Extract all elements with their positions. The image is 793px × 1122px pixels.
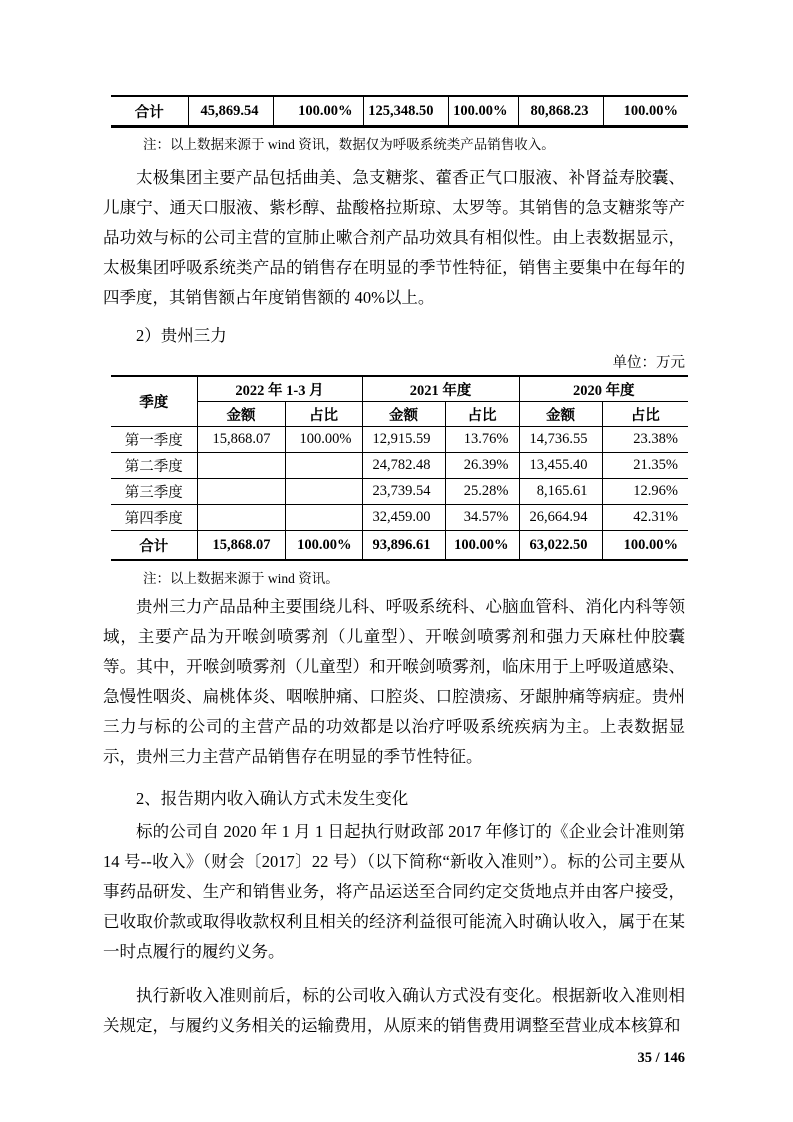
amount-cell: 13,455.40 xyxy=(519,453,602,479)
ratio-cell: 34.57% xyxy=(445,505,519,531)
amount-cell: 23,739.54 xyxy=(362,479,445,505)
sub-header-ratio: 占比 xyxy=(285,402,362,427)
subsection-heading-guizhou: 2）贵州三力 xyxy=(136,326,227,345)
table-header-sub xyxy=(111,402,688,427)
section-heading-revenue: 2、报告期内收入确认方式未发生变化 xyxy=(136,789,409,808)
ratio-cell: 100.00% xyxy=(285,427,362,453)
sub-header-ratio: 占比 xyxy=(602,402,688,427)
amount-cell xyxy=(197,505,285,531)
amount-cell: 15,868.07 xyxy=(197,531,285,561)
table-note: 注：以上数据来源于 wind 资讯。 xyxy=(143,571,339,586)
table-row xyxy=(111,427,688,453)
amount-cell xyxy=(197,453,285,479)
paragraph-taiji: 太极集团主要产品包括曲美、急支糖浆、藿香正气口服液、补肾益寿胶囊、儿康宁、通天口服液、紫杉醇、盐酸格拉斯琼、太罗等。其销售的急支糖浆等产品功效与标的公司主营的宣肺止嗽合剂产品功效具有相似性。由上表数据显示，太极集团呼吸系统类产品的销售存在明显的季节性特征，销售主要集中在每年的四季度，其销售额占年度销售额的 40%以上。 xyxy=(103,168,685,307)
amount-cell: 15,868.07 xyxy=(197,427,285,453)
ratio-cell xyxy=(285,479,362,505)
ratio-cell: 100.00% xyxy=(273,96,363,127)
sub-header-ratio: 占比 xyxy=(445,402,519,427)
paragraph-transport: 执行新收入准则前后，标的公司收入确认方式没有变化。根据新收入准则相关规定，与履约义务相关的运输费用，从原来的销售费用调整至营业成本核算和 xyxy=(103,986,685,1035)
amount-cell: 63,022.50 xyxy=(519,531,602,561)
ratio-cell: 23.38% xyxy=(602,427,688,453)
page-number: 35 / 146 xyxy=(637,1050,685,1066)
ratio-cell: 100.00% xyxy=(602,531,688,561)
col-group-2020: 2020 年度 xyxy=(519,376,688,402)
amount-cell: 80,868.23 xyxy=(518,96,603,127)
table-row xyxy=(111,96,688,127)
row-label: 第二季度 xyxy=(111,453,197,479)
table-note: 注：以上数据来源于 wind 资讯，数据仅为呼吸系统类产品销售收入。 xyxy=(143,137,555,152)
row-label: 第四季度 xyxy=(111,505,197,531)
ratio-cell: 21.35% xyxy=(602,453,688,479)
unit-label: 单位：万元 xyxy=(612,355,685,371)
ratio-cell: 12.96% xyxy=(602,479,688,505)
amount-cell xyxy=(197,479,285,505)
quarterly-sales-table xyxy=(111,375,688,561)
amount-cell: 93,896.61 xyxy=(362,531,445,561)
table-header-groups xyxy=(111,376,688,402)
col-group-2021: 2021 年度 xyxy=(362,376,519,402)
sub-header-amount: 金额 xyxy=(519,402,602,427)
amount-cell: 45,869.54 xyxy=(188,96,273,127)
row-label-total: 合计 xyxy=(134,104,164,121)
ratio-cell xyxy=(285,453,362,479)
amount-cell: 14,736.55 xyxy=(519,427,602,453)
row-label: 第一季度 xyxy=(111,427,197,453)
amount-cell: 125,348.50 xyxy=(363,96,448,127)
paragraph-guizhou: 贵州三力产品品种主要围绕儿科、呼吸系统科、心脑血管科、消化内科等领域，主要产品为开喉剑喷雾剂（儿童型）、开喉剑喷雾剂和强力天麻杜仲胶囊等。其中，开喉剑喷雾剂（儿童型）和开喉剑喷雾剂，临床用于上呼吸道感染、急慢性咽炎、扁桃体炎、咽喉肿痛、口腔炎、口腔溃疡、牙龈肿痛等病症。贵州三力与标的公司的主营产品的功效都是以治疗呼吸系统疾病为主。上表数据显示，贵州三力主营产品销售存在明显的季节性特征。 xyxy=(103,597,685,766)
ratio-cell: 100.00% xyxy=(285,531,362,561)
previous-table-total-row xyxy=(111,95,688,128)
ratio-cell: 100.00% xyxy=(603,96,688,127)
sub-header-amount: 金额 xyxy=(362,402,445,427)
ratio-cell: 100.00% xyxy=(448,96,518,127)
ratio-cell: 42.31% xyxy=(602,505,688,531)
table-row-total xyxy=(111,531,688,561)
ratio-cell: 13.76% xyxy=(445,427,519,453)
amount-cell: 26,664.94 xyxy=(519,505,602,531)
table-row xyxy=(111,505,688,531)
paragraph-accounting: 标的公司自 2020 年 1 月 1 日起执行财政部 2017 年修订的《企业会计准则第 14 号--收入》（财会〔2017〕22 号）（以下简称“新收入准则”）。标的公司主要从事药品研发、生产和销售业务，将产品运送至合同约定交货地点并由客户接受，已收取价款或取得收款权利且相关的经济利益很可能流入时确认收入，属于在某一时点履行的履约义务。 xyxy=(103,822,685,961)
table-row xyxy=(111,453,688,479)
col-header-quarter: 季度 xyxy=(111,376,197,427)
row-label: 第三季度 xyxy=(111,479,197,505)
ratio-cell: 100.00% xyxy=(445,531,519,561)
col-group-2022: 2022 年 1-3 月 xyxy=(197,376,362,402)
page-content xyxy=(103,0,685,1067)
ratio-cell xyxy=(285,505,362,531)
ratio-cell: 25.28% xyxy=(445,479,519,505)
amount-cell: 8,165.61 xyxy=(519,479,602,505)
amount-cell: 32,459.00 xyxy=(362,505,445,531)
amount-cell: 12,915.59 xyxy=(362,427,445,453)
amount-cell: 24,782.48 xyxy=(362,453,445,479)
ratio-cell: 26.39% xyxy=(445,453,519,479)
sub-header-amount: 金额 xyxy=(197,402,285,427)
row-label-total: 合计 xyxy=(111,531,197,561)
table-row xyxy=(111,479,688,505)
